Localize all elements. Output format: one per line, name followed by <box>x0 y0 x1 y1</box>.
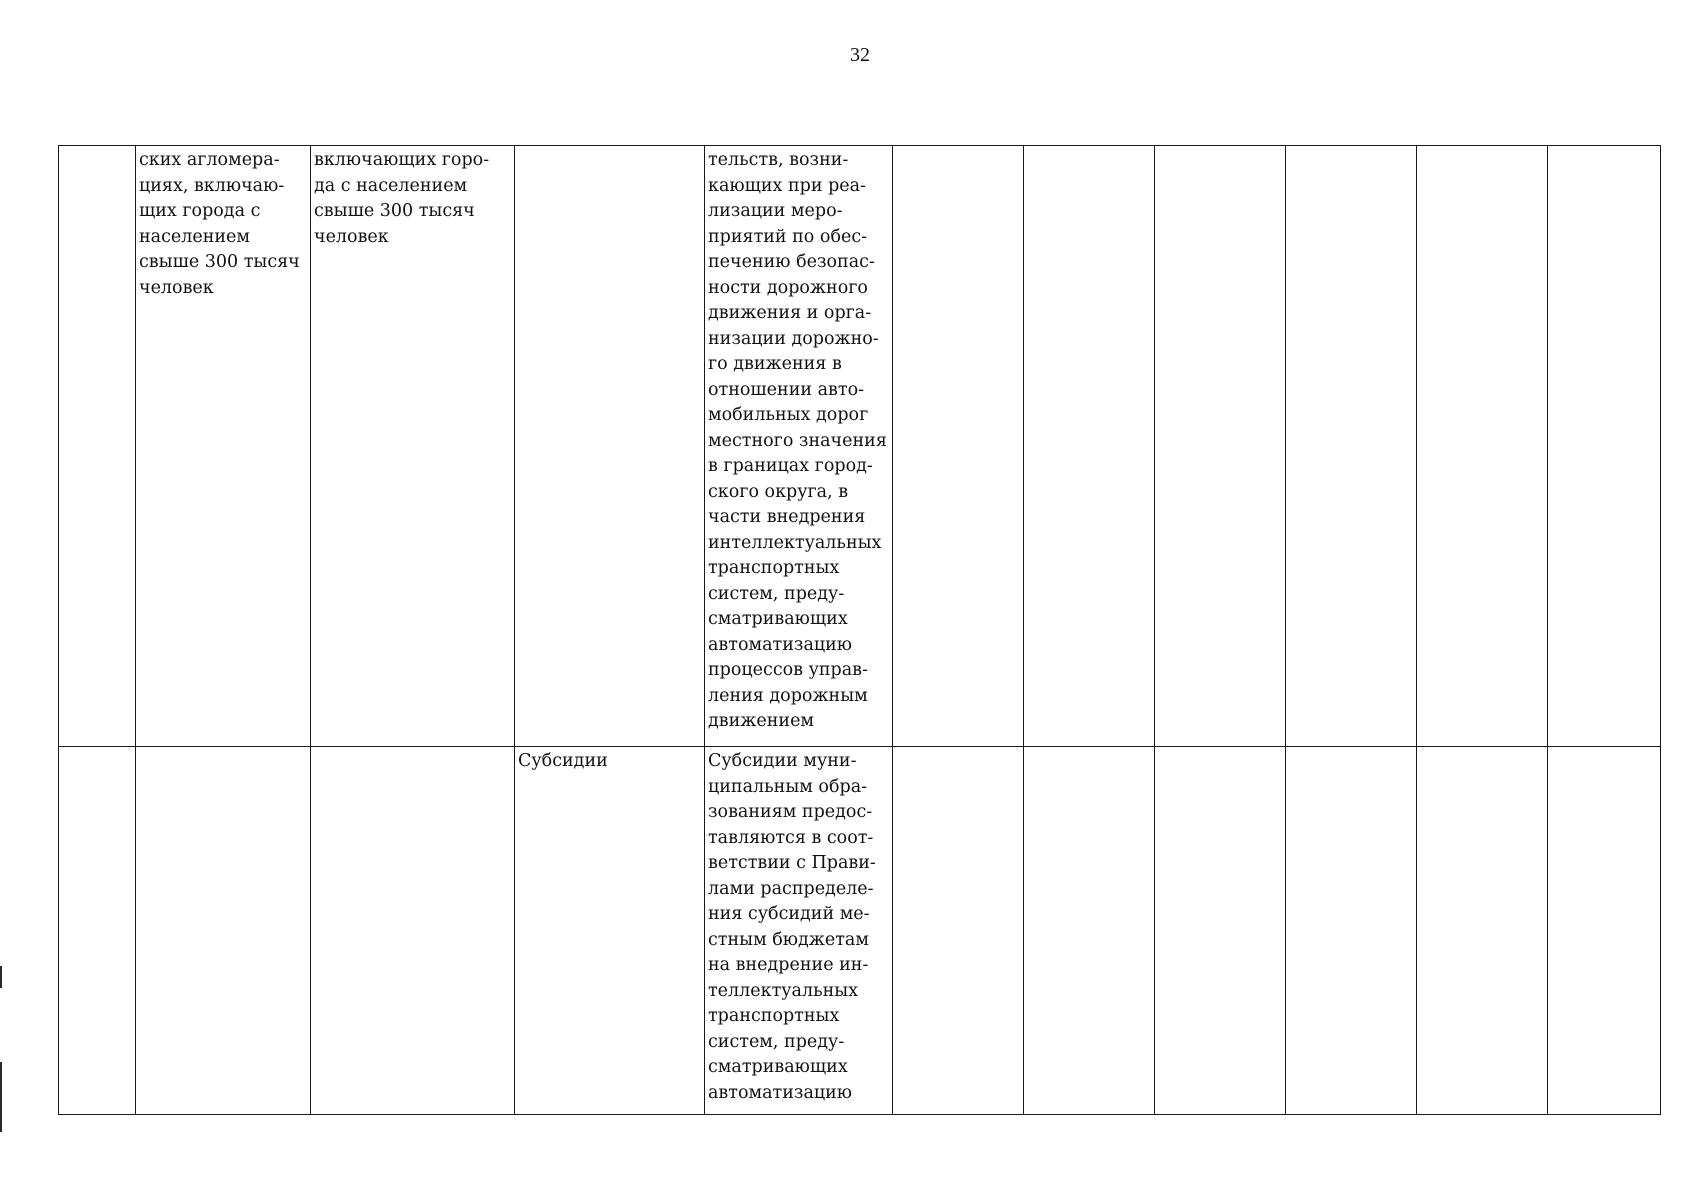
page-number: 32 <box>850 44 870 66</box>
table-cell-col-5: тельств, возни- кающих при реа- лизации меро- приятий по обес- печению безопас- ности дорожного движения и орга- низации дорожно- го движения в отношении авто- мобильных дорог местного значения в границах город- ского округа, в части внедрения интеллектуальных транспортных систем, преду- сматривающих автоматизацию процессов управ- ления дорожным движением <box>705 146 893 747</box>
table-cell-col-2 <box>136 747 311 1115</box>
table-cell-col-4: Субсидии <box>515 747 705 1115</box>
table-cell-col-2: ских агломера- циях, включаю- щих города с населением свыше 300 тысяч человек <box>136 146 311 747</box>
table-row <box>59 146 1661 747</box>
table-cell-col-10 <box>1417 146 1548 747</box>
table-row <box>59 747 1661 1115</box>
table-cell-col-4 <box>515 146 705 747</box>
table-cell-col-3 <box>311 747 515 1115</box>
table-cell-col-10 <box>1417 747 1548 1115</box>
table-cell-col-9 <box>1286 747 1417 1115</box>
document-table <box>58 145 1661 1115</box>
table-cell-col-7 <box>1024 146 1155 747</box>
table-cell-col-6 <box>893 146 1024 747</box>
table-cell-col-6 <box>893 747 1024 1115</box>
table-cell-col-9 <box>1286 146 1417 747</box>
table-cell-col-8 <box>1155 146 1286 747</box>
table-cell-col-11 <box>1548 747 1661 1115</box>
scan-margin-mark <box>0 1062 2 1132</box>
table-cell-col-8 <box>1155 747 1286 1115</box>
table-cell-col-3: включающих горо- да с населением свыше 300 тысяч человек <box>311 146 515 747</box>
table-cell-col-5: Субсидии муни- ципальным обра- зованиям предос- тавляются в соот- ветствии с Прави- лами распределе- ния субсидий ме- стным бюджетам на внедрение ин- теллектуальных транспортных систем, преду- сматривающих автоматизацию <box>705 747 893 1115</box>
table-cell-col-1 <box>59 747 136 1115</box>
table-cell-col-11 <box>1548 146 1661 747</box>
table-cell-col-1 <box>59 146 136 747</box>
scan-margin-mark <box>0 966 2 988</box>
table-cell-col-7 <box>1024 747 1155 1115</box>
